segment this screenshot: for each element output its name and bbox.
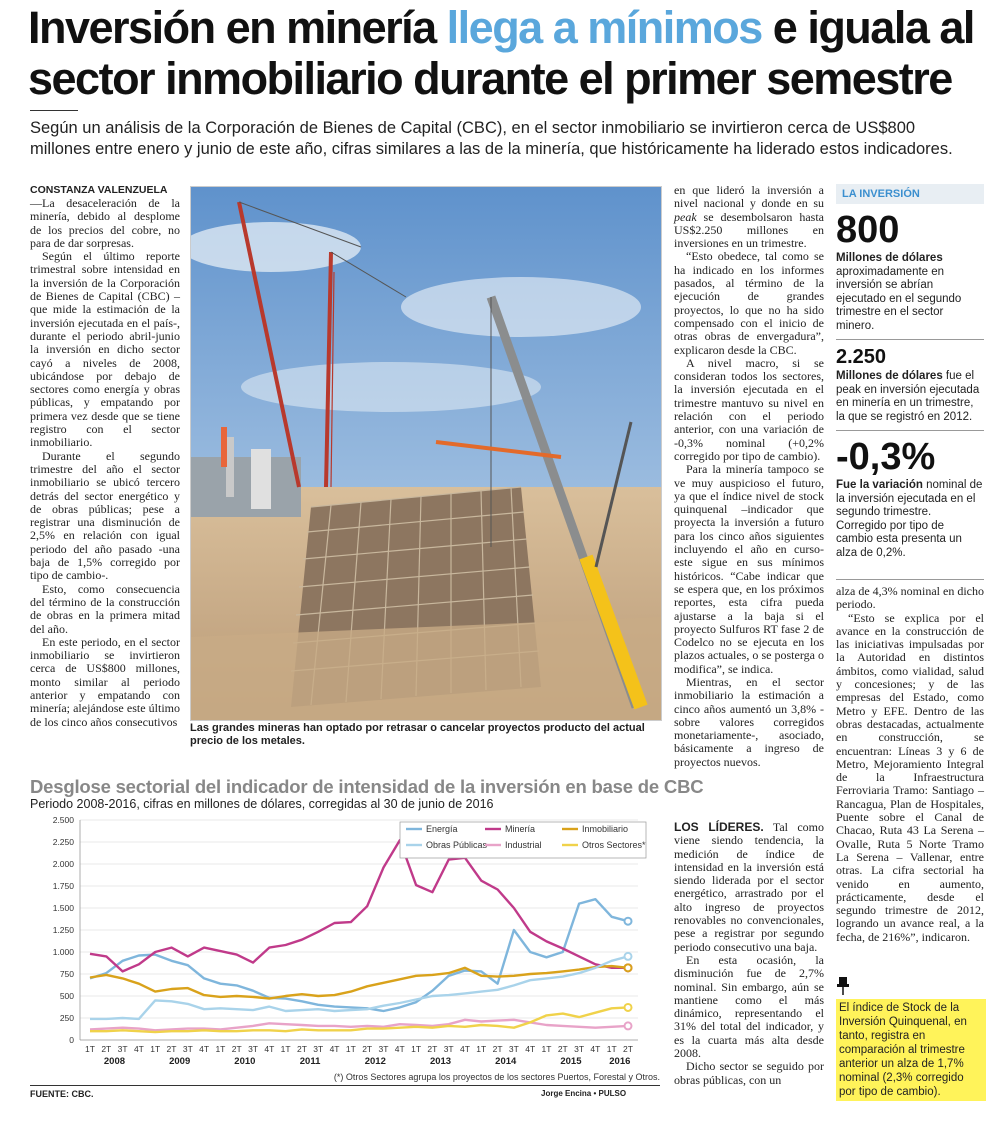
year-label: 2011 (299, 1056, 321, 1067)
stat-value: 800 (836, 209, 900, 251)
y-tick-label: 2.500 (52, 815, 74, 825)
x-tick-label: 4T (199, 1044, 210, 1054)
paragraph: Para la minería tampoco se ve muy auspicioso el futuro, ya que el índice nivel de stock quinquenal –indicador que proyecta la inversión a futuro para los cinco años siguientes incluyendo el año en curso- este sigue en sus mínimos históricos. “Cabe indicar que se espera que, en los próximos reportes, esta cifra pueda ajustarse a la baja si el proyecto Sulfuros RT fase 2 de Codelco no se ejecuta en los plazos actuales, o se posterga o modifica”, se indica. (674, 462, 824, 676)
legend-label: Inmobiliario (582, 824, 629, 834)
paragraph: En esta ocasión, la disminución fue de 2,7% nominal. Sin embargo, aún se mantiene como el más dinámico, representando el 31% del total del indicador, y es la cuarta más alta desde 2008. (674, 952, 824, 1061)
source-label: FUENTE: CBC. (30, 1089, 94, 1099)
pin-icon (836, 976, 850, 1001)
legend-label: Otros Sectores* (582, 840, 646, 850)
series-endpoint-inmobiliario (625, 964, 632, 971)
year-label: 2014 (495, 1056, 517, 1067)
y-tick-label: 1.750 (52, 881, 74, 891)
divider (836, 430, 984, 431)
x-tick-label: 3T (508, 1044, 519, 1054)
y-tick-label: 1.500 (52, 903, 74, 913)
year-label: 2015 (560, 1056, 582, 1067)
paragraph: En este periodo, en el sector inmobiliario se invirtieron cerca de US$800 millones, monto similar al periodo anterior y empatando con minería; alejándose este último de los cinco años consecutivos (30, 634, 180, 729)
stat-description: Fue la variación nominal de la inversión ejecutada en el segundo trimestre. Corregido por tipo de cambio esta presenta un alza de 0,2%. (836, 479, 983, 559)
construction-photo (190, 186, 662, 721)
x-axis-ticks (85, 1044, 633, 1054)
credit-label: Jorge Encina • PULSO (541, 1089, 627, 1098)
x-tick-label: 2T (492, 1044, 503, 1054)
paragraph: Según el último reporte trimestral sobre intensidad en la inversión de la Corporación de Bienes de Capital (CBC) –que mide la estimación de la inversión ejecutada en el país-, durante el periodo abril-junio la inversión en dicho sector cayó a niveles de 2008, ubicándose por debajo de sectores como energía y obras públicas, y empatando por primera vez desde que se tiene registro con el sector inmobiliario. (30, 249, 180, 450)
x-tick-label: 3T (378, 1044, 389, 1054)
article-column-4 (836, 585, 984, 944)
y-tick-label: 0 (69, 1035, 74, 1045)
year-labels (104, 1056, 631, 1067)
deck: Según un análisis de la Corporación de Bienes de Capital (CBC), en el sector inmobiliario se invirtieron cerca de US$800 millones entre enero y junio de este año, cifras similares a las de la minería, que históricamente ha liderado estos indicadores. (30, 119, 953, 158)
paragraph: alza de 4,3% nominal en dicho periodo. (836, 584, 984, 612)
x-tick-label: 4T (329, 1044, 340, 1054)
divider (836, 339, 984, 340)
chart-footnote: (*) Otros Sectores agrupa los proyectos de los sectores Puertos, Forestal y Otros. (333, 1072, 660, 1082)
paragraph: Dicho sector se seguido por obras públicas, con un (674, 1059, 824, 1087)
sidebar-label: LA INVERSIÓN (836, 184, 984, 204)
series-line-inmobiliario (90, 966, 628, 999)
stat-description: Millones de dólares aproximadamente en inversión se abrían ejecutado en el segundo trimestre en el sector minero. (836, 252, 962, 332)
x-tick-label: 4T (525, 1044, 536, 1054)
chart-series (90, 840, 632, 1032)
stat-value: 2.250 (836, 346, 887, 368)
paragraph: “Esto se explica por el avance en la construcción de las iniciativas impulsadas por la Autoridad en distintos ámbitos, como vialidad, salud y concesiones; y de las empresas del Estado, como Metro y EFE. Dentro de las obras destacadas, actualmente en construcción, se encuentran: Líneas 3 y 6 de Metro, Mejoramiento Integral de la Infraestructura Ferroviaria Tramo: Santiago – Rancagua, Plan de Hospitales, Puente sobre el Canal de Chacao, Ruta 43 La Serena – Ovalle, Ruta 5 Norte Tramo La Serena – Vallenar, entre otras. La cifra sectorial ha venido en aumento, prácticamente, desde el segundo trimestre de 2012, logrando un avance real, a la fecha, de 216%”, indicaron. (836, 610, 984, 944)
paragraph: LOS LÍDERES. Tal como viene siendo tendencia, la medición de índice de intensidad en la inversión está siendo liderada por el sector energético, arrastrado por el alto ingreso de proyectos renovables no convencionales, pese a registrar por segundo periodo consecutivo una baja. (674, 820, 824, 954)
x-tick-label: 2T (296, 1044, 307, 1054)
y-tick-label: 1.250 (52, 925, 74, 935)
x-tick-label: 2T (362, 1044, 373, 1054)
headline-highlight: llega a mínimos (446, 2, 762, 53)
x-tick-label: 4T (460, 1044, 470, 1054)
y-tick-label: 2.000 (52, 859, 74, 869)
series-endpoint-energia (625, 918, 632, 925)
series-line-obras (90, 956, 628, 1019)
x-tick-label: 3T (182, 1044, 193, 1054)
article-column-3 (674, 184, 824, 769)
paragraph: en que lideró la inversión a nivel nacional y donde en su peak se desembolsaron hasta US$2.250 millones en inversiones en un trimestre. (674, 183, 824, 251)
divider (836, 579, 984, 580)
section-label: LOS LÍDERES. (674, 820, 764, 834)
x-tick-label: 2T (166, 1044, 177, 1054)
x-tick-label: 3T (574, 1044, 585, 1054)
year-label: 2016 (609, 1056, 631, 1067)
series-endpoint-industrial (625, 1022, 632, 1029)
year-label: 2010 (234, 1056, 256, 1067)
article-column-1 (30, 184, 180, 729)
paragraph: Esto, como consecuencia del término de la construcción de obras en la primera mitad del año. (30, 581, 180, 636)
x-tick-label: 2T (231, 1044, 242, 1054)
paragraph: —La desaceleración de la minería, debido al desplome de los precios del cobre, no para de dar sorpresas. (30, 196, 180, 250)
stat-description: Millones de dólares fue el peak en inversión ejecutada en minería en un trimestre, la que se registró en 2012. (836, 370, 980, 423)
y-tick-label: 750 (59, 969, 74, 979)
paragraph: “Esto obedece, tal como se ha indicado en los informes pasados, al término de la ejecución de grandes proyectos, lo que no ha sido compensado con el inicio de otras obras de envergadura”, explicaron desde la CBC. (674, 249, 824, 357)
y-axis-ticks (53, 815, 75, 1045)
paragraph: A nivel macro, si se consideran todos los sectores, la inversión ejecutada en el trimestre mantuvo su nivel en relación con el periodo anterior, con una variación de -0,3% nominal (+0,2% corregido por tipo de cambio). (674, 355, 824, 463)
x-tick-label: 1T (85, 1044, 95, 1054)
x-tick-label: 4T (394, 1044, 405, 1054)
chart-legend (400, 822, 646, 858)
year-label: 2009 (169, 1056, 191, 1067)
series-endpoint-otros (625, 1004, 632, 1011)
chart-subtitle: Periodo 2008-2016, cifras en millones de dólares, corregidas al 30 de junio de 2016 (30, 797, 494, 811)
series-line-energia (90, 899, 628, 1011)
x-tick-label: 2T (101, 1044, 112, 1054)
x-tick-label: 1T (411, 1044, 422, 1054)
byline: CONSTANZA VALENZUELA (30, 184, 168, 196)
x-tick-label: 1T (476, 1044, 487, 1054)
year-label: 2013 (429, 1056, 452, 1067)
series-endpoint-obras (625, 953, 632, 960)
x-tick-label: 4T (264, 1044, 275, 1054)
article-column-5 (674, 821, 824, 1087)
legend-label: Energía (426, 824, 458, 834)
x-tick-label: 4T (590, 1044, 601, 1054)
photo-caption: Las grandes mineras han optado por retrasar o cancelar proyectos producto del actual precio de los metales. (190, 722, 645, 747)
x-tick-label: 1T (215, 1044, 226, 1054)
x-tick-label: 1T (345, 1044, 356, 1054)
y-tick-label: 1.000 (52, 947, 74, 957)
construction-photo-image (191, 187, 661, 720)
x-tick-label: 1T (541, 1044, 552, 1054)
legend-label: Industrial (505, 840, 542, 850)
year-label: 2008 (103, 1056, 126, 1067)
x-tick-label: 1T (280, 1044, 291, 1054)
highlight-note: El índice de Stock de la Inversión Quinquenal, en tanto, registra en comparación al trimestre anterior un alza de 1,7% nominal (2,3% corregido por tipo de cambio). (836, 999, 986, 1101)
headline: Inversión en minería llega a mínimos e iguala al sector inmobiliario durante el primer semestre (28, 2, 974, 104)
y-tick-label: 250 (59, 1013, 74, 1023)
x-tick-label: 3T (443, 1044, 454, 1054)
x-tick-label: 2T (623, 1044, 633, 1054)
legend-label: Minería (505, 824, 536, 834)
x-tick-label: 3T (313, 1044, 324, 1054)
y-tick-label: 2.250 (52, 837, 74, 847)
y-tick-label: 500 (59, 991, 74, 1001)
x-tick-label: 3T (117, 1044, 128, 1054)
divider (30, 1085, 660, 1086)
x-tick-label: 2T (557, 1044, 568, 1054)
stats-sidebar (836, 184, 984, 566)
paragraph: Mientras, en el sector inmobiliario la estimación a cinco años aumentó un 3,8% -sobre valores corregidos monetariamente-, asociado, básicamente a ingreso de proyectos nuevos. (674, 674, 824, 769)
x-tick-label: 4T (133, 1044, 144, 1054)
year-label: 2012 (364, 1056, 386, 1067)
line-chart (30, 812, 662, 1084)
divider (30, 110, 78, 111)
paragraph: Durante el segundo trimestre del año el sector inmobiliario se ubicó tercero detrás del sector energético y de obras públicas; pese a registrar una disminución de 2,5% en relación con igual periodo del año pasado -una baja de 1,5% corregido por tipo de cambio-. (30, 448, 180, 583)
chart-title: Desglose sectorial del indicador de intensidad de la inversión en base de CBC (30, 776, 704, 797)
x-tick-label: 1T (606, 1044, 617, 1054)
legend-label: Obras Públicas (426, 840, 488, 850)
x-tick-label: 2T (427, 1044, 438, 1054)
x-tick-label: 1T (150, 1044, 161, 1054)
x-tick-label: 3T (248, 1044, 258, 1054)
stat-value: -0,3% (836, 436, 936, 478)
